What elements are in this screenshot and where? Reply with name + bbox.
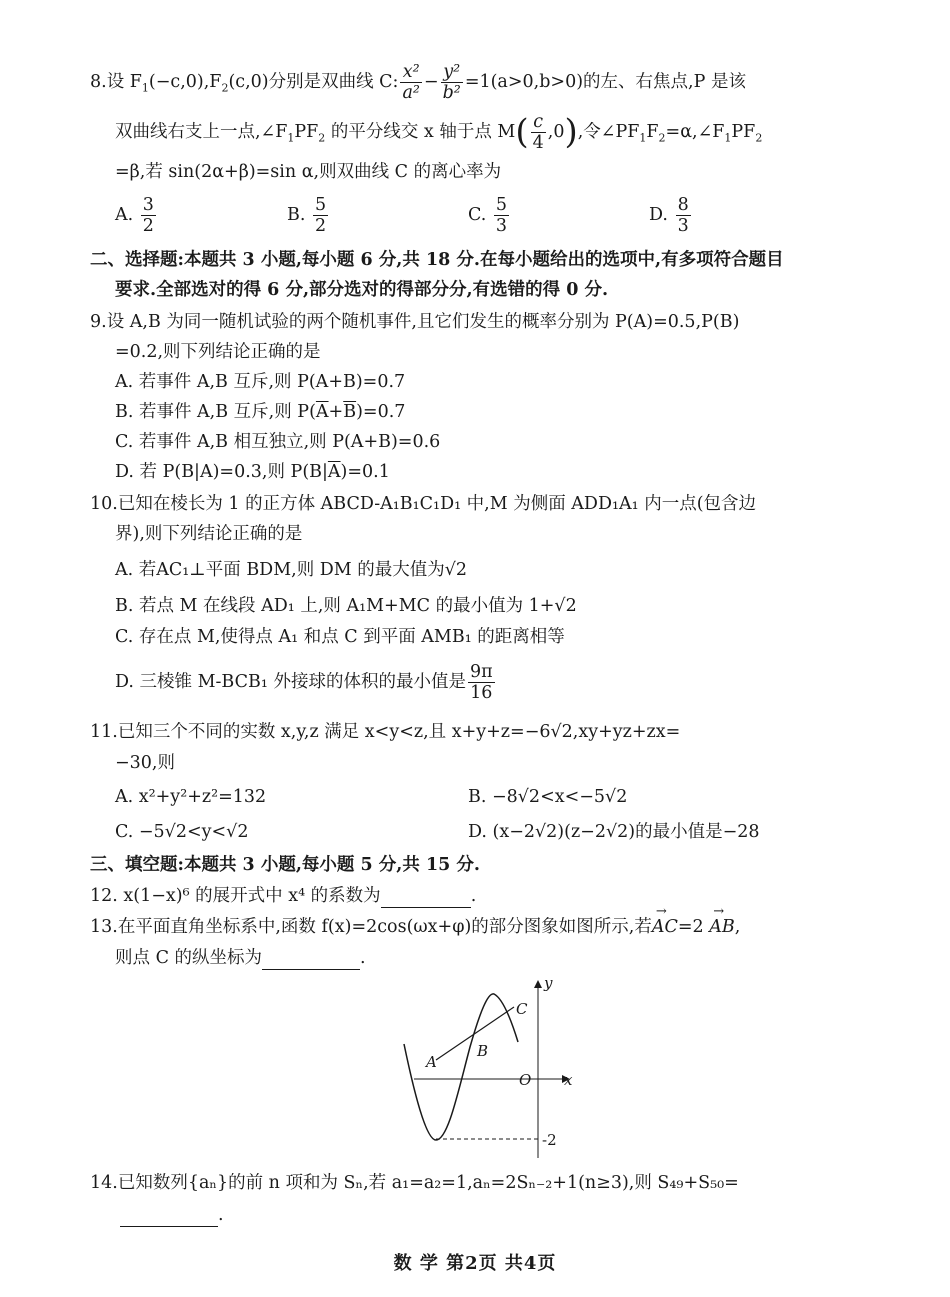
cosine-graph-figure	[392, 972, 592, 1162]
y-axis-arrow	[534, 980, 542, 988]
q8-line1: 8.设 $F_1(-c,0),F_2(c,0)$分别是双曲线 C: $\frac{\text{x²}}{\text{a²}}$ − $\frac{\text{y²}}{\text{b²}}$ =1(a>0,b>0)的左、右焦点,P 是该	[90, 62, 746, 104]
section-2-heading-cont: 要求.全部选对的得 6 分,部分选对的得部分分,有选错的得 0 分.	[115, 280, 609, 300]
min-value-label: -2	[542, 1131, 557, 1149]
q9-option-a: A. 若事件 A,B 互斥,则 P(A+B)=0.7	[115, 372, 406, 392]
q8-frac-c4: $\frac{c}{4}$	[532, 112, 544, 154]
q10-option-c: C. 存在点 M,使得点 A₁ 和点 C 到平面 AMB₁ 的距离相等	[115, 627, 565, 647]
q10-line2: 界),则下列结论正确的是	[115, 524, 303, 544]
q8-option-d: D. $\frac{8}{3}$	[649, 195, 689, 237]
segment-ac	[436, 1007, 514, 1060]
q13-line1: 13.在平面直角坐标系中,函数 f(x)=2cos(ωx+φ)的部分图象如图所示,若→ AC=2 → AB,	[90, 917, 740, 938]
q12-answer-blank[interactable]	[381, 886, 471, 908]
q8-frac-y: $\frac{\text{y²}}{\text{b²}}$	[442, 62, 461, 104]
section-2-heading: 二、选择题:本题共 3 小题,每小题 6 分,共 18 分.在每小题给出的选项中,有多项符合题目	[90, 250, 784, 270]
point-c-label: C	[516, 1000, 528, 1018]
origin-label: O	[519, 1071, 532, 1089]
q10-option-b: B. 若点 M 在线段 AD₁ 上,则 A₁M+MC 的最小值为 1+√2	[115, 596, 577, 616]
q8-option-a: A. $\frac{3}{2}$	[115, 195, 154, 237]
q14-answer-blank[interactable]	[120, 1205, 218, 1227]
point-a-label: A	[426, 1053, 437, 1071]
point-b-label: B	[477, 1042, 489, 1060]
x-axis-label: x	[564, 1071, 573, 1089]
q11-line2: −30,则	[115, 753, 175, 773]
q13-answer-blank[interactable]	[262, 948, 360, 970]
q12-text: 12. x(1−x)⁶ 的展开式中 x⁴ 的系数为 .	[90, 886, 477, 906]
q8-option-b: B. $\frac{5}{2}$	[287, 195, 327, 237]
q11-option-d: D. (x−2√2)(z−2√2)的最小值是−28	[468, 822, 760, 842]
q8-frac-x: $\frac{\text{x²}}{\text{a²}}$	[402, 62, 420, 104]
q9-option-d: D. 若 P(B|A)=0.3,则 $P(B|\overline{A})=0.1$	[115, 462, 390, 482]
q11-option-c: C. −5√2<y<√2	[115, 822, 249, 842]
q8-line3: =β,若 sin(2α+β)=sin α,则双曲线 C 的离心率为	[115, 162, 502, 182]
q9-option-b: B. 若事件 A,B 互斥,则 $P(\overline{A}+\overline{B})=0.7$	[115, 402, 406, 422]
section-3-heading: 三、填空题:本题共 3 小题,每小题 5 分,共 15 分.	[90, 855, 480, 875]
q11-line1: 11.已知三个不同的实数 x,y,z 满足 x<y<z,且 x+y+z=−6√2,xy+yz+zx=	[90, 722, 681, 742]
q11-option-b: B. −8√2<x<−5√2	[468, 787, 628, 807]
page-footer: 数 学 第2页 共4页	[393, 1253, 557, 1274]
q14-answer: .	[120, 1205, 224, 1227]
q10-line1: 10.已知在棱长为 1 的正方体 ABCD-A₁B₁C₁D₁ 中,M 为侧面 ADD₁A₁ 内一点(包含边	[90, 494, 757, 514]
q9-line2: =0.2,则下列结论正确的是	[115, 342, 321, 362]
q14-text: 14.已知数列{aₙ}的前 n 项和为 Sₙ,若 a₁=a₂=1,aₙ=2Sₙ₋₂+1(n≥3),则 S₄₉+S₅₀=	[90, 1173, 739, 1193]
q11-option-a: A. x²+y²+z²=132	[115, 787, 267, 807]
q13-line2: 则点 C 的纵坐标为 .	[115, 948, 366, 968]
q10-option-d: D. 三棱锥 M-BCB₁ 外接球的体积的最小值是 $\frac{9\pi}{16}$	[115, 662, 493, 704]
q8-option-c: C. $\frac{5}{3}$	[468, 195, 508, 237]
q10-option-a: A. 若AC₁⊥平面 BDM,则 DM 的最大值为√2	[115, 560, 468, 580]
q8-line2: 双曲线右支上一点$,\angle F_1PF_2$ 的平分线交 x 轴于点 M( $\frac{c}{4}$ ,0),令$\angle PF_1F_2=\alpha,\angle F_1PF_2$	[115, 112, 763, 154]
q9-option-c: C. 若事件 A,B 相互独立,则 P(A+B)=0.6	[115, 432, 441, 452]
y-axis-label: y	[544, 974, 553, 992]
q9-line1: 9.设 A,B 为同一随机试验的两个随机事件,且它们发生的概率分别为 P(A)=0.5,P(B)	[90, 312, 740, 332]
